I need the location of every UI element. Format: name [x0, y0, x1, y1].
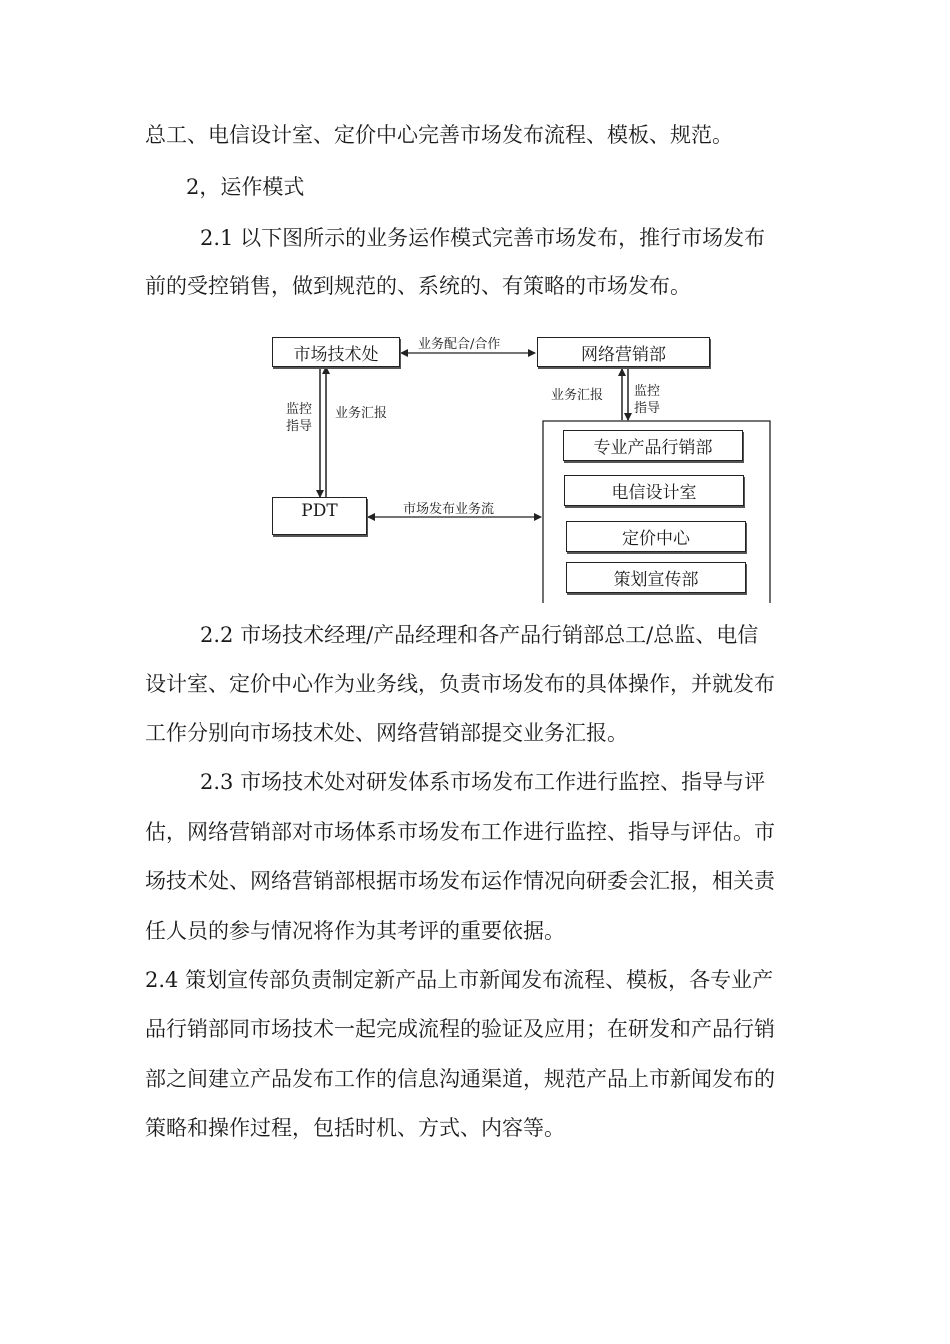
box-sub-unit-2: 电信设计室 [564, 475, 744, 506]
paragraph-2-1-line-1: 2.1 以下图所示的业务运作模式完善市场发布，推行市场发布 [200, 226, 766, 250]
paragraph-2-4-line-2: 品行销部同市场技术一起完成流程的验证及应用；在研发和产品行销 [145, 1017, 775, 1041]
box-sub-unit-3: 定价中心 [566, 521, 746, 552]
paragraph-2-2-line-1: 2.2 市场技术经理/产品经理和各产品行销部总工/总监、电信 [200, 623, 759, 647]
label-release-flow: 市场发布业务流 [403, 502, 495, 517]
label-right-monitor: 监控 指导 [634, 384, 661, 416]
paragraph-2-4-line-4: 策略和操作过程，包括时机、方式、内容等。 [145, 1116, 565, 1140]
paragraph-2-1-line-2: 前的受控销售，做到规范的、系统的、有策略的市场发布。 [145, 274, 691, 298]
section-heading: 2，运作模式 [186, 175, 305, 199]
label-right-report: 业务汇报 [551, 388, 604, 403]
paragraph-2-4-line-1: 2.4 策划宣传部负责制定新产品上市新闻发布流程、模板，各专业产 [145, 968, 774, 992]
label-left-monitor: 监控 指导 [286, 402, 313, 434]
label-cooperation: 业务配合/合作 [418, 337, 501, 352]
paragraph-2-3-line-4: 任人员的参与情况将作为其考评的重要依据。 [145, 919, 565, 943]
box-sub-unit-1: 专业产品行销部 [563, 430, 743, 461]
paragraph-2-4-line-3: 部之间建立产品发布工作的信息沟通渠道，规范产品上市新闻发布的 [145, 1067, 775, 1091]
workflow-diagram [265, 325, 780, 605]
paragraph-continuation: 总工、电信设计室、定价中心完善市场发布流程、模板、规范。 [145, 123, 733, 147]
box-network-marketing: 网络营销部 [537, 337, 710, 367]
box-sub-unit-4: 策划宣传部 [566, 562, 746, 593]
box-market-tech: 市场技术处 [272, 337, 400, 367]
paragraph-2-2-line-3: 工作分别向市场技术处、网络营销部提交业务汇报。 [145, 721, 628, 745]
paragraph-2-2-line-2: 设计室、定价中心作为业务线，负责市场发布的具体操作，并就发布 [145, 672, 775, 696]
box-pdt: PDT [272, 497, 367, 535]
paragraph-2-3-line-2: 估，网络营销部对市场体系市场发布工作进行监控、指导与评估。市 [145, 820, 775, 844]
paragraph-2-3-line-1: 2.3 市场技术处对研发体系市场发布工作进行监控、指导与评 [200, 770, 766, 794]
paragraph-2-3-line-3: 场技术处、网络营销部根据市场发布运作情况向研委会汇报，相关责 [145, 869, 775, 893]
label-left-report: 业务汇报 [335, 406, 388, 421]
